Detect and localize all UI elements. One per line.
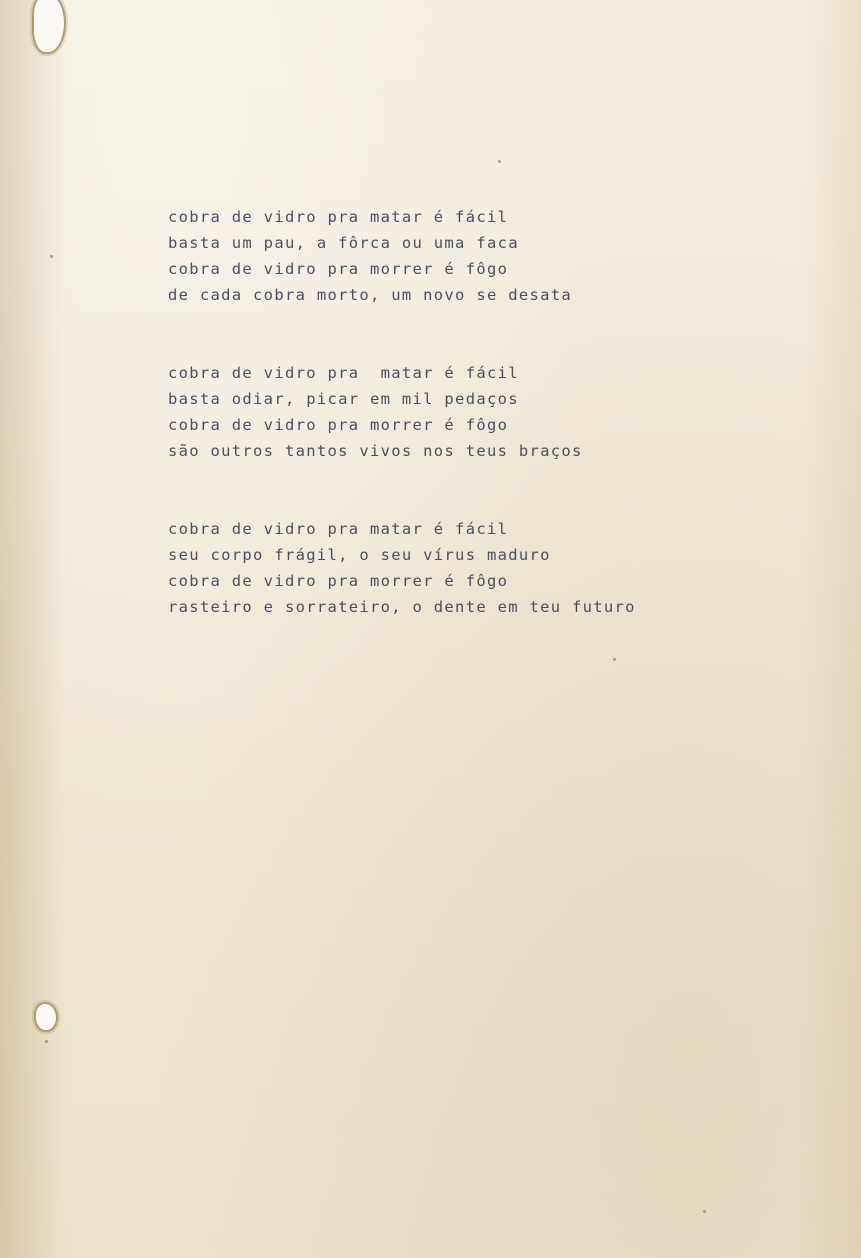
binding-edge-shadow (0, 0, 70, 1258)
stanza-2 (168, 360, 688, 464)
poem-line: cobra de vidro pra morrer é fôgo (168, 572, 509, 590)
stanza-1 (168, 204, 688, 308)
poem-line: seu corpo frágil, o seu vírus maduro (168, 546, 551, 564)
paper-speck (498, 160, 501, 163)
poem-line: rasteiro e sorrateiro, o dente em teu futuro (168, 598, 636, 616)
poem-line: cobra de vidro pra matar é fácil (168, 364, 519, 382)
stanza-3 (168, 516, 688, 620)
poem-line: basta odiar, picar em mil pedaços (168, 390, 519, 408)
poem-line: cobra de vidro pra matar é fácil (168, 208, 509, 226)
punch-hole-bottom (34, 1002, 58, 1032)
paper-speck (45, 1040, 48, 1043)
paper-speck (703, 1210, 706, 1213)
poem-line: cobra de vidro pra morrer é fôgo (168, 260, 509, 278)
poem-line: de cada cobra morto, um novo se desata (168, 286, 573, 304)
paper-speck (50, 255, 53, 258)
poem-line: cobra de vidro pra morrer é fôgo (168, 416, 509, 434)
poem-line: basta um pau, a fôrca ou uma faca (168, 234, 519, 252)
poem (168, 204, 688, 672)
poem-line: cobra de vidro pra matar é fácil (168, 520, 509, 538)
poem-line: são outros tantos vivos nos teus braços (168, 442, 583, 460)
